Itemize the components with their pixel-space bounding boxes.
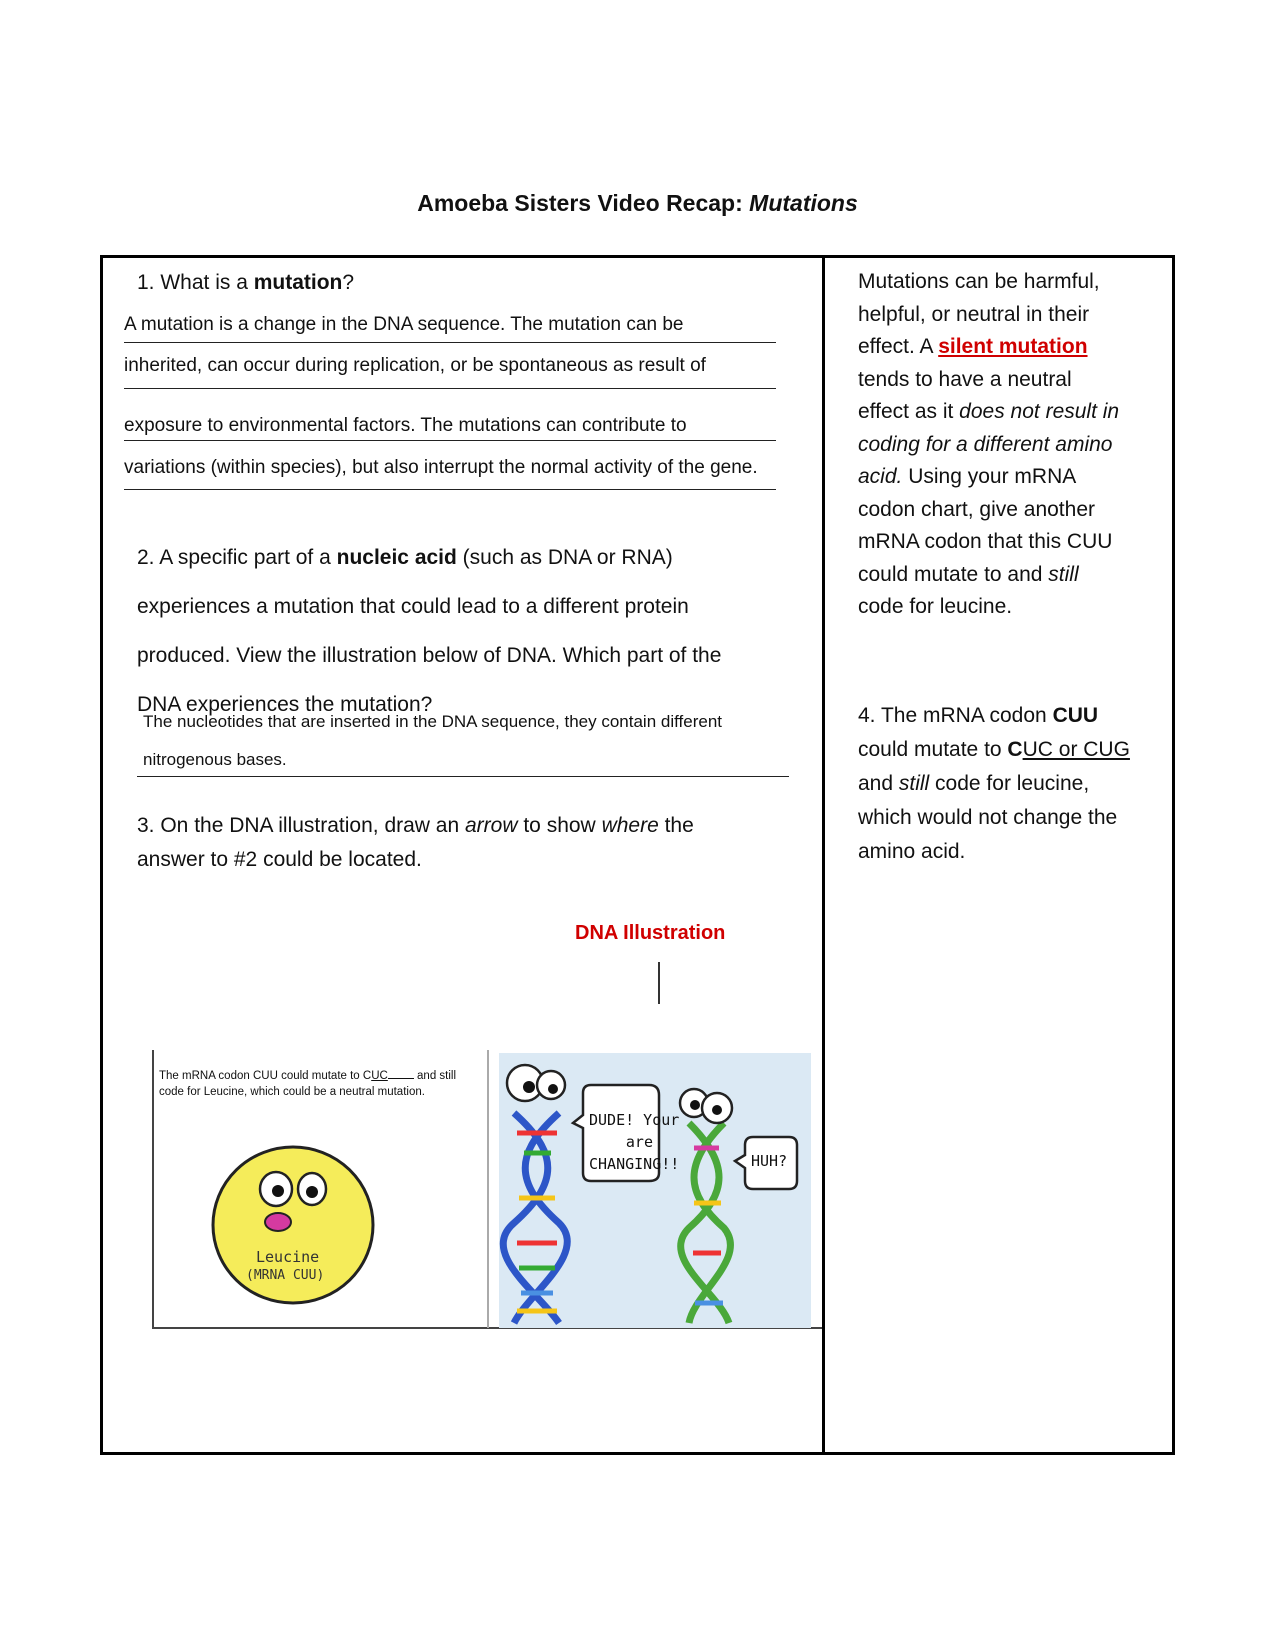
- leucine-label: Leucine: [256, 1248, 320, 1266]
- question-2: 2. A specific part of a nucleic acid (such as DNA or RNA) experiences a mutation that could lead to a different protein produced. View the illustration below of DNA. Which part of the DNA experiences the mutation?: [137, 546, 722, 716]
- q2-answer-line-2[interactable]: nitrogenous bases.: [143, 750, 287, 769]
- question-3: 3. On the DNA illustration, draw an arrow to show where the answer to #2 could be located.: [137, 814, 694, 871]
- answer-rule: [124, 342, 776, 343]
- answer-rule: [124, 440, 776, 441]
- speech-bubble-2-text: HUH?: [751, 1152, 788, 1170]
- dna-illustration-label: DNA Illustration: [575, 922, 726, 944]
- panel-border: [487, 1050, 489, 1328]
- q1-answer-line-3[interactable]: exposure to environmental factors. The mutations can contribute to: [124, 415, 687, 436]
- right-column-paragraph: Mutations can be harmful, helpful, or neutral in their effect. A silent mutation tends to have a neutral effect as it does not result in coding for a different amino acid. Using your mRNA codon chart, give another mRNA codon that this CUU could mutate to and still code for leucine.: [858, 270, 1120, 618]
- question-1: 1. What is a mutation?: [137, 271, 355, 294]
- q1-answer-line-2[interactable]: inherited, can occur during replication, or be spontaneous as result of: [124, 355, 706, 376]
- dna-cartoon: [499, 1053, 811, 1328]
- dna-cartoon-panel: [499, 1053, 811, 1328]
- codon-note: The mRNA codon CUU could mutate to CUC and still code for Leucine, which could be a neutral mutation.: [159, 1070, 457, 1098]
- q1-answer-line-4[interactable]: variations (within species), but also interrupt the normal activity of the gene.: [124, 457, 758, 478]
- answer-rule: [124, 388, 776, 389]
- page-title: Amoeba Sisters Video Recap: Mutations: [417, 190, 858, 216]
- leucine-panel: [152, 1050, 487, 1328]
- q4-answer[interactable]: UC or CUG: [1022, 738, 1130, 761]
- question-4: 4. The mRNA codon CUU could mutate to CUC or CUG and still code for leucine, which would not change the amino acid.: [858, 704, 1130, 863]
- leucine-codon: (MRNA CUU): [246, 1268, 325, 1283]
- dna-strand-blue: [503, 1065, 567, 1323]
- panel-border: [152, 1050, 154, 1328]
- dna-strand-green: [680, 1089, 732, 1323]
- q2-answer-line-1[interactable]: The nucleotides that are inserted in the DNA sequence, they contain different: [143, 712, 722, 731]
- q1-answer-line-1[interactable]: A mutation is a change in the DNA sequence. The mutation can be: [124, 314, 684, 335]
- silent-mutation-term: silent mutation: [938, 335, 1088, 358]
- column-divider: [822, 255, 825, 1455]
- pointer-line: [658, 962, 660, 1004]
- answer-rule: [137, 776, 789, 777]
- speech-bubble-text: DUDE! Your are CHANGING!!: [589, 1111, 680, 1173]
- answer-rule: [124, 489, 776, 490]
- leucine-character: [208, 1142, 378, 1308]
